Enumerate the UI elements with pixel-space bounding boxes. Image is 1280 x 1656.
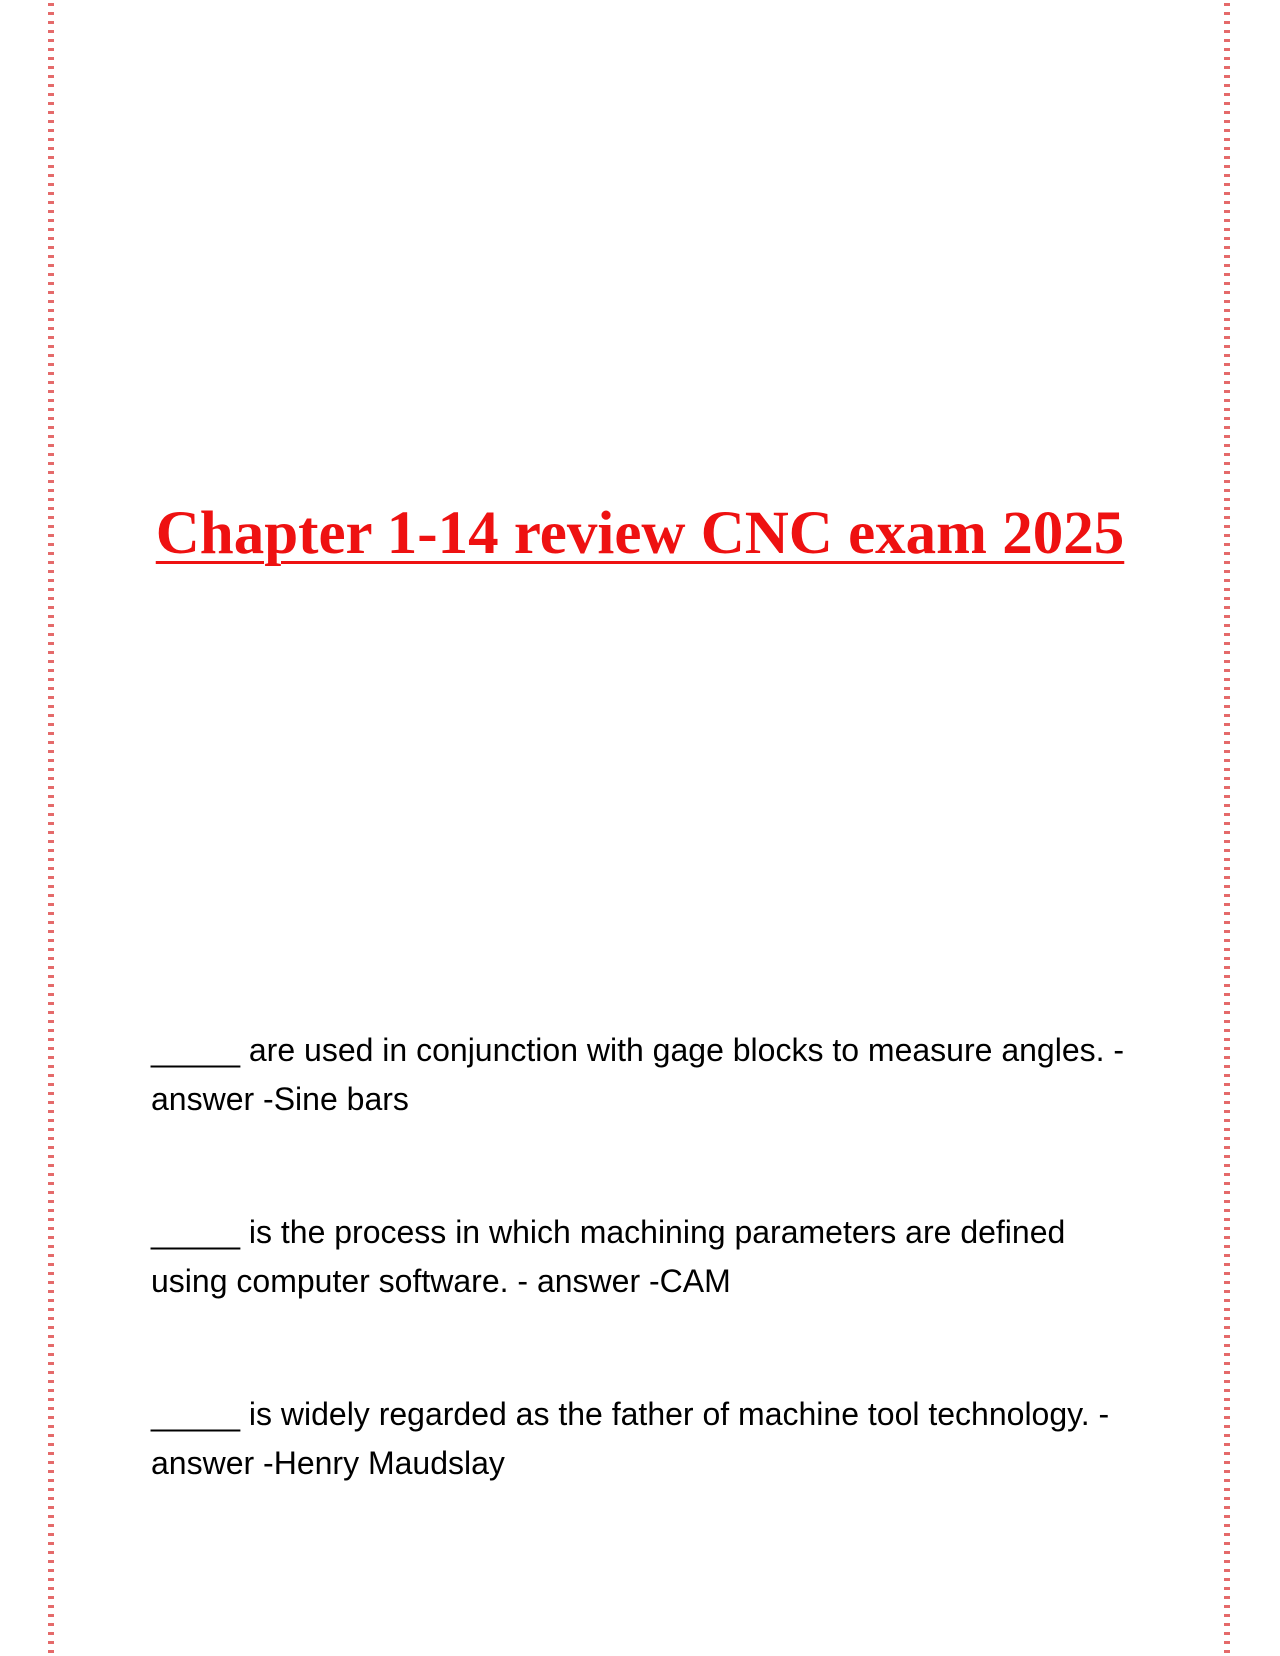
left-page-border: [48, 0, 54, 1656]
question-item-1: _____ are used in conjunction with gage blocks to measure angles. - answer -Sine bars: [151, 1032, 1125, 1117]
question-item-3: _____ is widely regarded as the father of machine tool technology. - answer -Henry Maudslay: [151, 1396, 1110, 1481]
right-page-border: [1224, 0, 1230, 1656]
document-title: [0, 498, 1280, 570]
question-item-2: _____ is the process in which machining parameters are defined using computer software. - answer -CAM: [151, 1214, 1066, 1299]
document-title-text: Chapter 1-14 review CNC exam 2025: [155, 500, 1125, 567]
